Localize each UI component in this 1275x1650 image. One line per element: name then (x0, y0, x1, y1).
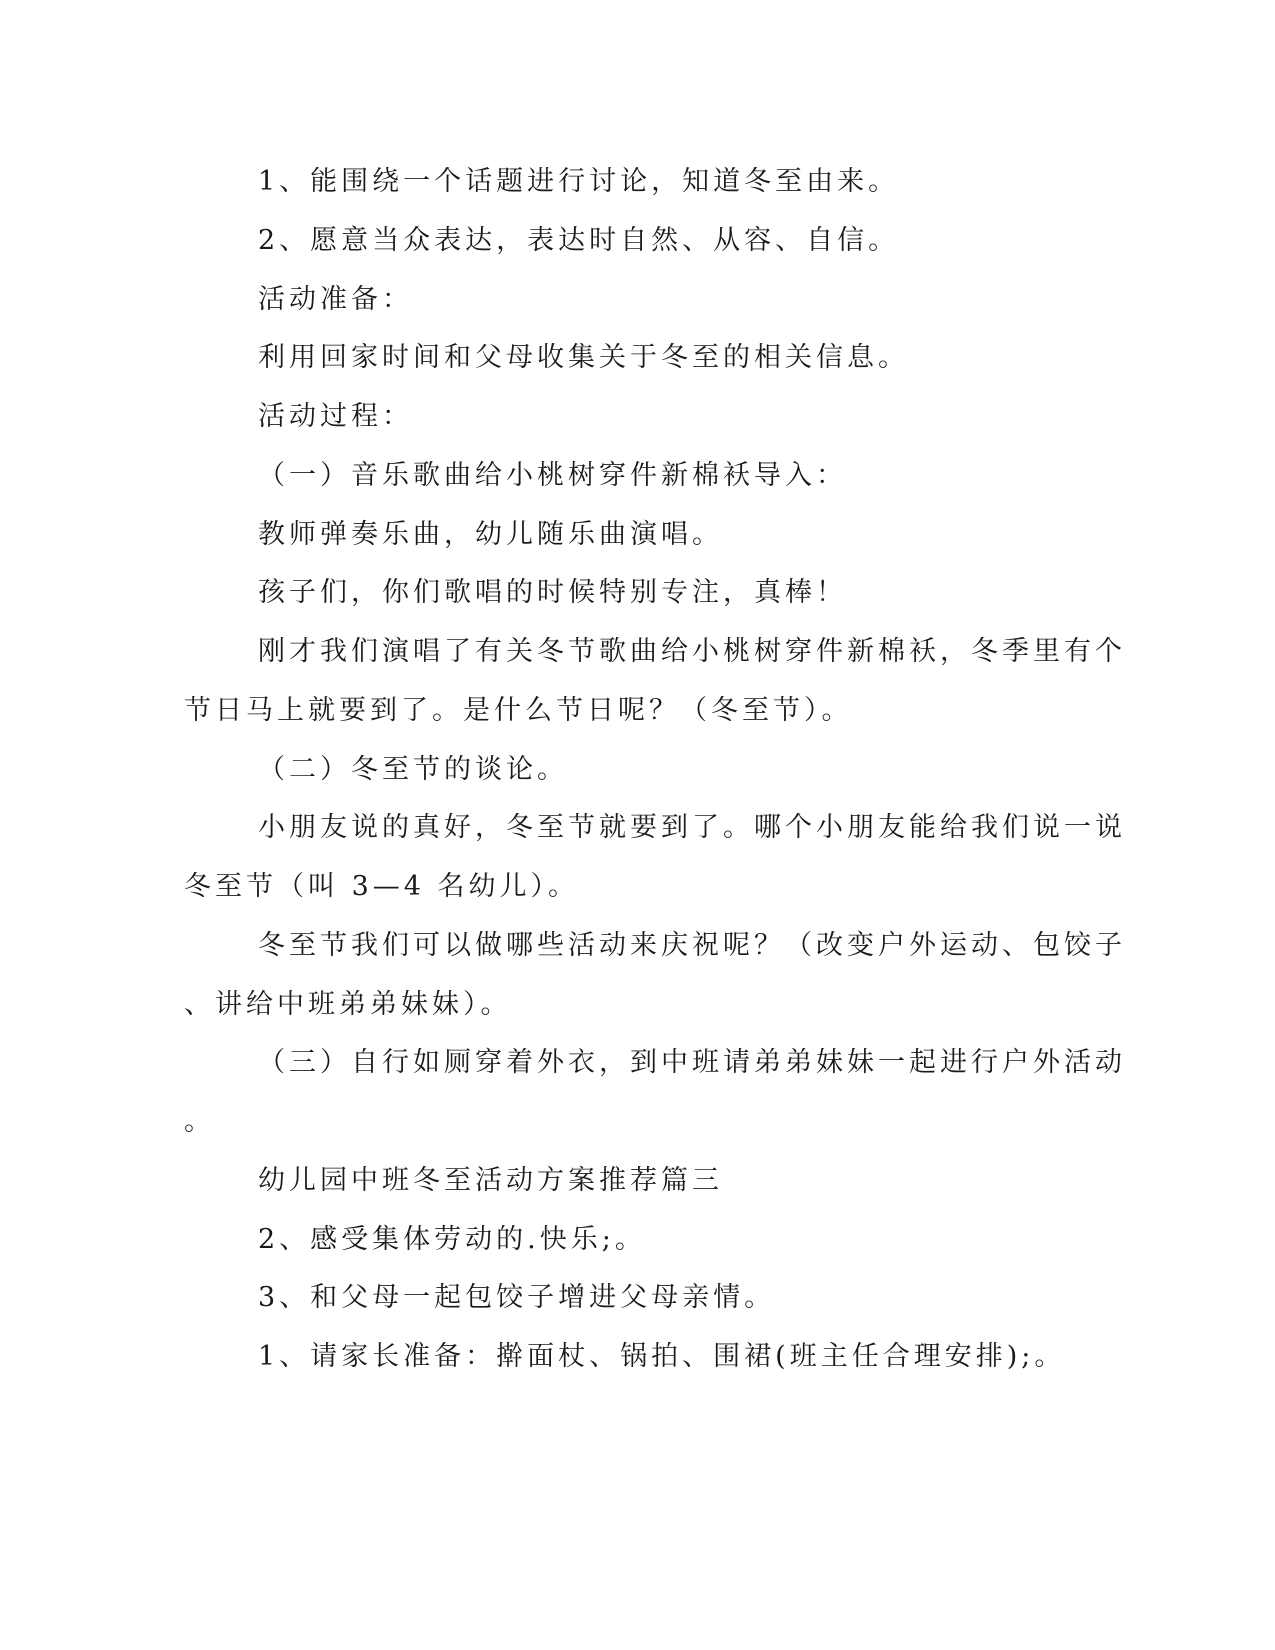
paragraph-line: 孩子们，你们歌唱的时候特别专注，真棒！ (258, 577, 847, 608)
paragraph-line: 、讲给中班弟弟妹妹）。 (184, 989, 512, 1020)
paragraph-line: 刚才我们演唱了有关冬节歌曲给小桃树穿件新棉袄，冬季里有个 (258, 636, 1126, 667)
goal-1: 1、能围绕一个话题进行讨论，知道冬至由来。 (258, 166, 900, 197)
paragraph-line: 节日马上就要到了。是什么节日呢？（冬至节）。 (184, 695, 853, 726)
step-1-heading: （一）音乐歌曲给小桃树穿件新棉袄导入： (258, 460, 847, 491)
paragraph-line: 冬至节（叫 3—4 名幼儿）。 (184, 871, 580, 902)
paragraph-line: 。 (184, 1106, 215, 1137)
step-3-heading: （三）自行如厕穿着外衣，到中班请弟弟妹妹一起进行户外活动 (258, 1047, 1126, 1078)
paragraph-line: 小朋友说的真好，冬至节就要到了。哪个小朋友能给我们说一说 (258, 812, 1126, 843)
step-2-heading: （二）冬至节的谈论。 (258, 754, 568, 785)
section-title-part-3: 幼儿园中班冬至活动方案推荐篇三 (258, 1165, 723, 1196)
preparation-item: 1、请家长准备：擀面杖、锅拍、围裙(班主任合理安排);。 (258, 1341, 1066, 1372)
goal-item: 2、感受集体劳动的.快乐;。 (258, 1224, 646, 1255)
goal-2: 2、愿意当众表达，表达时自然、从容、自信。 (258, 225, 900, 256)
section-heading-preparation: 活动准备： (258, 284, 413, 315)
preparation-text: 利用回家时间和父母收集关于冬至的相关信息。 (258, 342, 909, 373)
goal-item: 3、和父母一起包饺子增进父母亲情。 (258, 1282, 776, 1313)
section-heading-process: 活动过程： (258, 401, 413, 432)
paragraph-line: 冬至节我们可以做哪些活动来庆祝呢？（改变户外运动、包饺子 (258, 930, 1126, 961)
paragraph-line: 教师弹奏乐曲，幼儿随乐曲演唱。 (258, 519, 723, 550)
